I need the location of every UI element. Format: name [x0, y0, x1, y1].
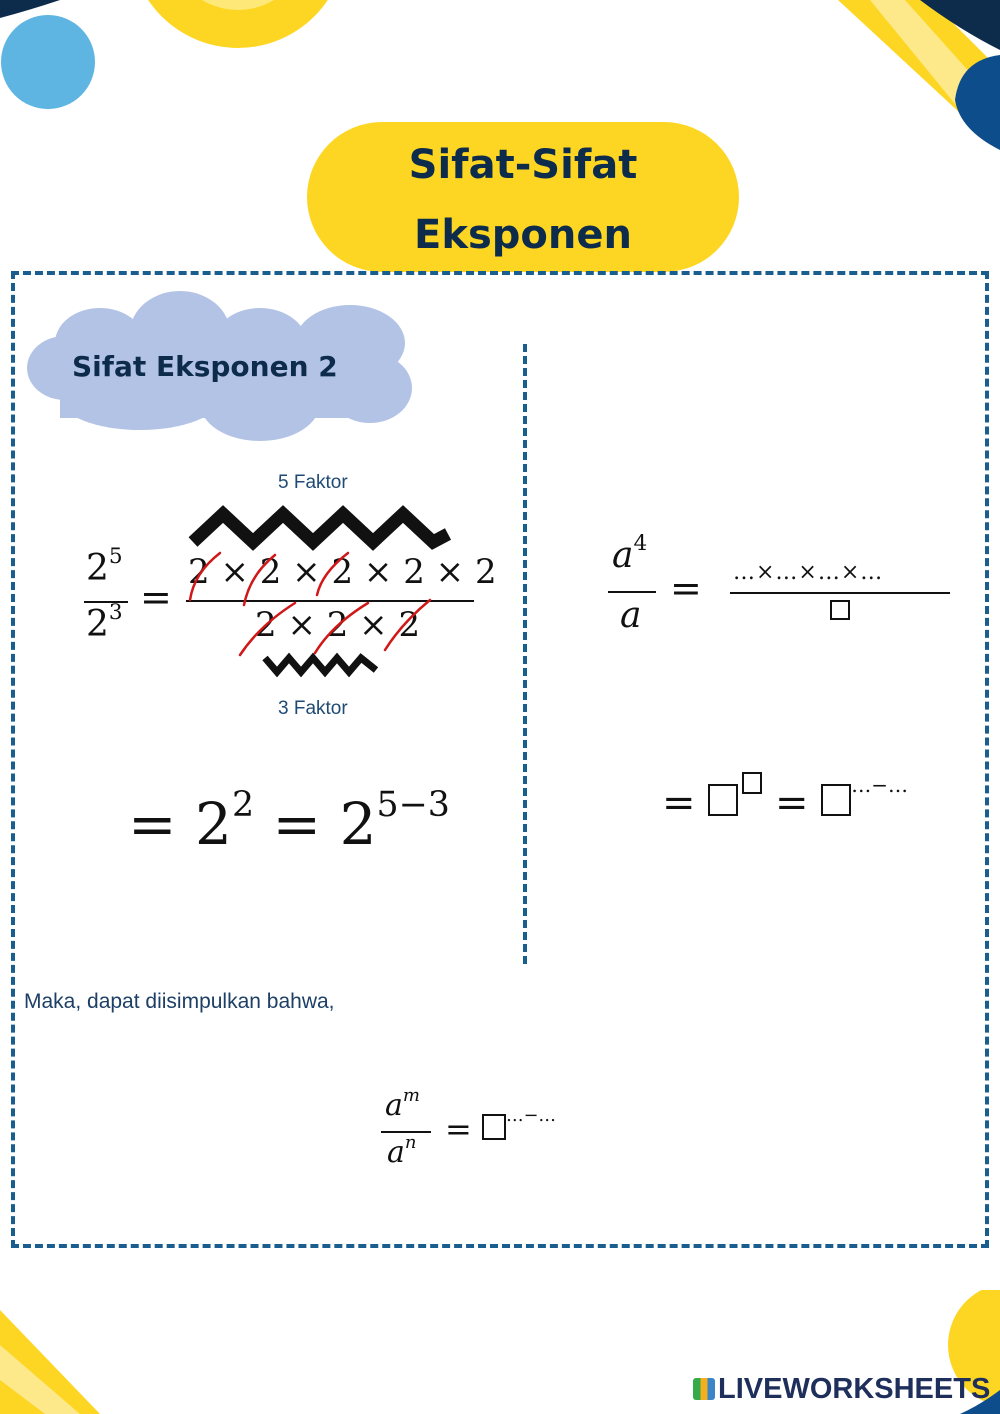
exercise-base-blank-box-2[interactable]: [821, 784, 851, 816]
page-title: [307, 122, 739, 272]
title-line-1: Sifat-Sifat: [408, 142, 638, 188]
brand-logo: [693, 1373, 990, 1406]
title-line-2: Eksponen: [414, 212, 632, 258]
exercise-exp-blank: …−…: [851, 773, 908, 797]
exercise-lhs-fraction-bar: [608, 591, 656, 593]
section-label: Sifat Eksponen 2: [72, 350, 338, 383]
brand-logo-icon: [693, 1378, 715, 1400]
bottom-brace-label: 3 Faktor: [278, 698, 348, 719]
general-exp-blank: …−…: [505, 1105, 556, 1126]
exercise-rhs-numerator-blank: …×…×…×…: [733, 560, 884, 585]
example-equals: =: [140, 575, 172, 619]
example-denominator-factors: 2 × 2 × 2: [255, 605, 421, 645]
general-base-blank-box[interactable]: [482, 1114, 506, 1140]
exercise-step2: = = …−…: [662, 773, 908, 826]
exercise-lhs-numerator: $a^4$: [612, 530, 648, 576]
example-lhs-denominator: $2^3$: [86, 599, 123, 645]
general-denominator: $a^n$: [387, 1131, 417, 1170]
exercise-rhs-fraction-bar: [730, 592, 950, 594]
conclusion-text: Maka, dapat diisimpulkan bahwa,: [24, 990, 335, 1013]
column-divider: [523, 344, 527, 964]
general-numerator: $a^m$: [385, 1084, 420, 1123]
top-brace-label: 5 Faktor: [278, 472, 348, 493]
red-strikethrough-marks: [180, 545, 460, 665]
example-lhs-numerator: $2^5$: [86, 543, 123, 589]
brand-text: LIVEWORKSHEETS: [718, 1373, 991, 1405]
exercise-base-blank-box[interactable]: [708, 784, 738, 816]
example-numerator-factors: 2 × 2 × 2 × 2 × 2: [188, 552, 497, 592]
general-rhs: = …−…: [445, 1105, 556, 1148]
example-result: = $2^2 = 2^{5-3}$: [128, 785, 450, 858]
exercise-equals: =: [670, 566, 702, 610]
exercise-lhs-denominator: a: [620, 595, 642, 636]
exercise-exp-blank-box[interactable]: [742, 772, 762, 794]
bottom-zigzag-brace: [262, 652, 382, 680]
exercise-denominator-blank-box[interactable]: [830, 600, 850, 620]
